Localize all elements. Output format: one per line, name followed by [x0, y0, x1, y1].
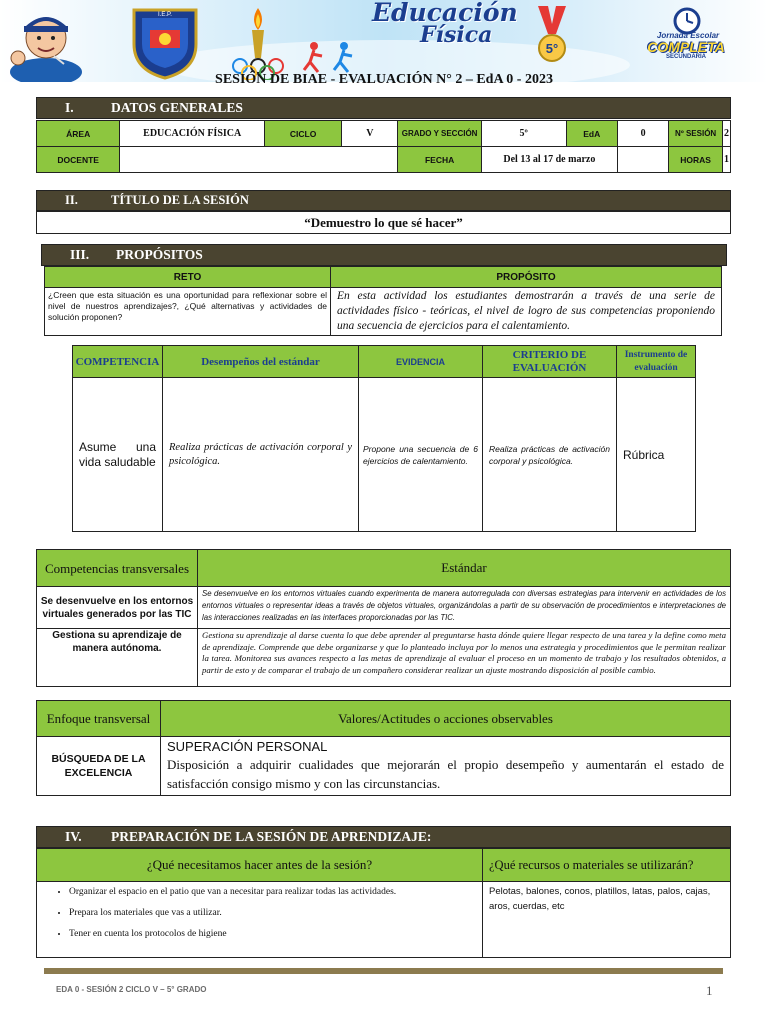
- session-title: “Demuestro lo que sé hacer”: [36, 211, 731, 234]
- jornada-escolar-logo: Jornada Escolar COMPLETA SECUNDARIA: [638, 6, 734, 66]
- coach-cartoon-icon: [4, 6, 86, 82]
- section-header-preparacion: IV. PREPARACIÓN DE LA SESIÓN DE APRENDIZAJE:: [36, 826, 731, 848]
- header-banner: [0, 0, 768, 82]
- list-item: • Organizar el espacio en el patio que van a necesitar para realizar todas las actividades.: [69, 886, 478, 899]
- antes-list: [41, 886, 478, 941]
- section-header-datos-generales: I. DATOS GENERALES: [36, 97, 731, 119]
- list-item: • Tener en cuenta los protocolos de higiene: [69, 928, 478, 941]
- competencias-transversales-table: Competencias transversales Estándar Se desenvuelve en los entornos virtuales generados por las TIC Se desenvuelve en los entornos virtuales cuando experimenta de manera autorregulada con diversas estrategias para intervenir en actividades de los entornos virtuales o representar ideas a través de objetos virtuales, organizándolas a partir de su observación de procedimientos e interpretaciones de las interacciones realizadas en las interfaces proporcionadas por las TIC. Gestiona su aprendizaje de manera autónoma. Gestiona su aprendizaje al darse cuenta lo que debe aprender al preguntarse hasta dónde quiere llegar respecto de una tarea y la define como meta de aprendizaje. Comprende que debe organizarse y que lo planteado incluya por lo menos una estrategia y procedimientos que le permitan realizar la tarea. Monitorea sus avances respecto a las metas de aprendizaje al evaluar el proceso en un momento de trabajo y los resultados obtenidos, a partir de esto y de comparar el trabajo de un compañero considerar realizar un ajuste mostrando disposición al posible cambio.: [36, 549, 731, 687]
- propositos-table: RETO PROPÓSITO ¿Creen que esta situación es una oportunidad para reflexionar sobre el nivel de nuestros aprendizajes?, ¿Qué alternativas y actividades de solución proponen? En esta actividad los estudiantes demostrarán a través de una serie de actividades físico - teóricas, el nivel de logro de sus competencias proponiendo una secuencia de ejercicios para el calentamiento.: [44, 266, 722, 336]
- datos-generales-table: ÁREA EDUCACIÓN FÍSICA CICLO V GRADO Y SECCIÓN 5º EdA 0 Nº SESIÓN 2 DOCENTE FECHA Del 13 al 17 de marzo HORAS 1: [36, 120, 731, 173]
- svg-text:I.E.P.: I.E.P.: [158, 12, 172, 18]
- competencia-table: COMPETENCIA Desempeños del estándar EVIDENCIA CRITERIO DE EVALUACIÓN Instrumento de evaluación Asume una vida saludable Realiza prácticas de activación corporal y psicológica. Propone una secuencia de 6 ejercicios de calentamiento. Realiza prácticas de activación corporal y psicológica. Rúbrica: [72, 345, 696, 532]
- list-item: • Prepara los materiales que vas a utilizar.: [69, 907, 478, 920]
- banner-title-line1: Educación: [372, 0, 518, 27]
- medal-icon: [530, 4, 574, 64]
- enfoque-transversal-table: Enfoque transversal Valores/Actitudes o acciones observables BÚSQUEDA DE LA EXCELENCIA SUPERACIÓN PERSONAL Disposición a adquirir cualidades que mejorarán el propio desempeño y aumentarán el estado de satisfacción consigo mismo y con las circunstancias.: [36, 700, 731, 796]
- footer-text: EDA 0 - SESIÓN 2 CICLO V – 5° GRADO: [56, 985, 207, 994]
- runners-icon: [300, 40, 370, 76]
- school-shield-icon: [130, 4, 200, 80]
- page-number: 1: [706, 983, 713, 998]
- footer-rule: [44, 968, 723, 974]
- value-title: SUPERACIÓN PERSONAL: [167, 739, 328, 754]
- preparacion-table: ¿Qué necesitamos hacer antes de la sesión? ¿Qué recursos o materiales se utilizarán? • Organizar el espacio en el patio que van a necesitar para realizar todas las actividades. • Prepara los materiales que vas a utilizar. • Tener en cuenta los protocolos de higiene Pelotas, balones, conos, platillos, latas, palos, cajas, aros, cuerdas, etc: [36, 848, 731, 958]
- document-title: SESIÓN DE BIAE - EVALUACIÓN N° 2 – EdA 0 - 2023: [215, 72, 553, 87]
- banner-title-line2: Física: [420, 22, 493, 48]
- section-header-propositos: III. PROPÓSITOS: [41, 244, 727, 266]
- svg-text:5°: 5°: [545, 41, 559, 56]
- section-header-titulo-sesion: II. TÍTULO DE LA SESIÓN: [36, 190, 731, 211]
- olympic-torch-icon: [228, 2, 288, 80]
- value-text: Disposición a adquirir cualidades que mejorarán el propio desempeño y aumentarán el estado de satisfacción consigo mismo y con las circunstancias.: [167, 757, 724, 791]
